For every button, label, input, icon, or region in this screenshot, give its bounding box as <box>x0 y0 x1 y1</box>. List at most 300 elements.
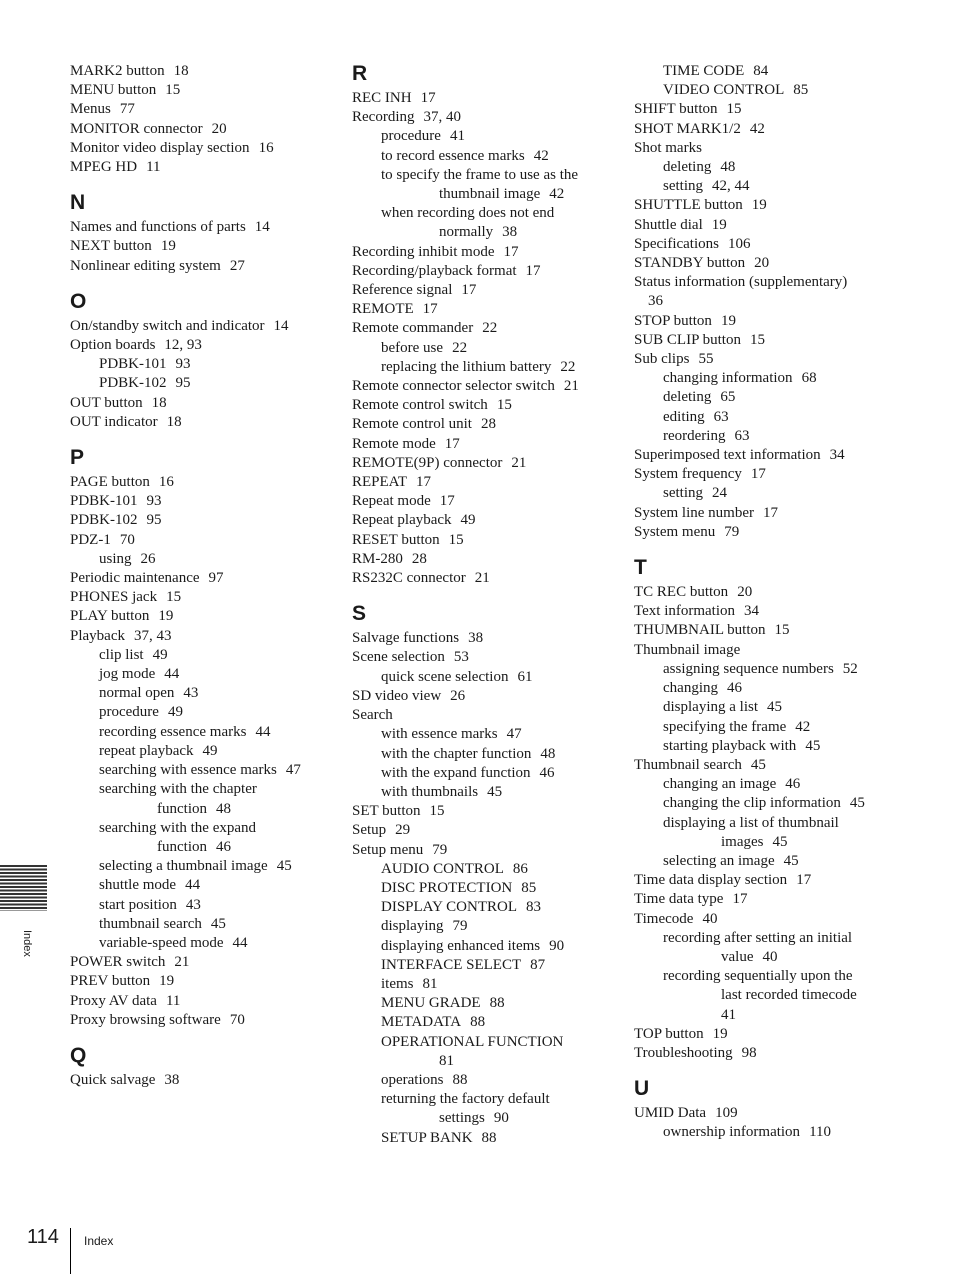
entry-term: Periodic maintenance <box>70 570 200 587</box>
entry-term: specifying the frame <box>663 718 787 735</box>
entry-page-ref: 70 <box>119 531 135 548</box>
entry-term: Repeat playback <box>352 512 452 529</box>
index-subentry <box>70 723 340 742</box>
section-letter: T <box>634 556 647 580</box>
index-entry <box>634 446 934 465</box>
entry-term: PHONES jack <box>70 589 158 606</box>
entry-term: replacing the lithium battery <box>381 358 552 375</box>
entry-term: function <box>157 838 207 855</box>
index-subentry <box>634 775 934 794</box>
entry-term: Quick salvage <box>70 1071 156 1088</box>
entry-page-ref: 86 <box>512 860 528 877</box>
entry-term: displaying a list of thumbnail <box>663 814 839 831</box>
entry-term: images <box>721 833 764 850</box>
index-subentry <box>634 718 934 737</box>
entry-term: RM-280 <box>352 550 403 567</box>
entry-page-ref: 22 <box>452 339 468 356</box>
entry-page-ref: 44 <box>164 666 180 683</box>
entry-page-ref: 68 <box>801 370 817 387</box>
entry-term: last recorded timecode <box>721 987 857 1004</box>
entry-term: Remote commander <box>352 320 474 337</box>
index-subentry <box>70 665 340 684</box>
entry-page-ref: 45 <box>276 858 292 875</box>
entry-term: changing information <box>663 370 793 387</box>
entry-term: editing <box>663 408 705 425</box>
entry-page-ref: 45 <box>767 699 782 716</box>
entry-page-ref: 43 <box>183 685 199 702</box>
entry-term: METADATA <box>381 1014 462 1031</box>
index-entry <box>634 331 934 350</box>
index-entry <box>352 629 622 648</box>
entry-term: PDBK-101 <box>99 356 167 373</box>
entry-page-ref: 81 <box>422 975 438 992</box>
entry-page-ref: 88 <box>489 995 505 1012</box>
entry-term: jog mode <box>99 666 156 683</box>
index-subentry <box>352 898 622 917</box>
entry-page-ref: 17 <box>796 872 812 889</box>
entry-page-ref: 44 <box>185 877 201 894</box>
entry-term: REC INH <box>352 90 412 106</box>
entry-page-ref: 18 <box>151 394 167 411</box>
index-column-2 <box>352 62 622 1148</box>
index-entry <box>70 627 340 646</box>
entry-term: SHIFT button <box>634 101 718 118</box>
index-subentry <box>352 1109 622 1128</box>
entry-term: STANDBY button <box>634 255 746 272</box>
index-subentry <box>70 646 340 665</box>
section-letter: Q <box>70 1043 87 1067</box>
index-entry <box>352 802 622 821</box>
entry-page-ref: 79 <box>724 523 740 540</box>
index-entry <box>352 841 622 860</box>
index-entry <box>352 243 622 262</box>
index-entry <box>70 413 340 432</box>
index-entry <box>352 492 622 511</box>
index-entry <box>634 312 934 331</box>
index-entry <box>70 607 340 626</box>
index-entry <box>634 602 934 621</box>
entry-term: PDBK-101 <box>70 493 138 510</box>
index-entry <box>634 273 934 292</box>
entry-page-ref: 61 <box>517 668 533 685</box>
entry-page-ref: 49 <box>460 512 476 529</box>
index-subentry <box>352 223 622 242</box>
entry-term: Repeat mode <box>352 493 431 510</box>
index-subentry <box>634 81 934 100</box>
index-entry <box>352 473 622 492</box>
entry-page-ref: 49 <box>202 742 218 759</box>
index-entry <box>352 569 622 588</box>
entry-term: repeat playback <box>99 742 194 759</box>
entry-page-ref: 42 <box>549 186 565 203</box>
entry-term: NEXT button <box>70 238 152 255</box>
index-entry <box>352 281 622 300</box>
entry-page-ref: 97 <box>208 570 224 587</box>
entry-term: value <box>721 948 754 965</box>
entry-page-ref: 88 <box>452 1071 468 1088</box>
index-subentry <box>634 388 934 407</box>
entry-page-ref: 63 <box>713 408 729 425</box>
entry-term: Shot marks <box>634 139 702 156</box>
entry-page-ref: 42, 44 <box>712 178 750 195</box>
entry-term: Time data display section <box>634 872 788 889</box>
index-subentry <box>634 484 934 503</box>
entry-page-ref: 14 <box>254 219 270 236</box>
index-subentry <box>352 745 622 764</box>
index-entry <box>634 465 934 484</box>
index-entry <box>352 706 622 725</box>
entry-page-ref: 17 <box>444 435 460 452</box>
index-subentry <box>352 764 622 783</box>
index-subentry <box>352 127 622 146</box>
index-subentry <box>70 838 340 857</box>
entry-page-ref: 45 <box>210 915 226 932</box>
entry-term: Setup <box>352 822 387 839</box>
index-entry <box>70 953 340 972</box>
entry-page-ref: 46 <box>726 680 742 697</box>
entry-page-ref: 43 <box>185 896 201 913</box>
entry-page-ref: 28 <box>411 550 427 567</box>
entry-term: with essence marks <box>381 726 498 743</box>
entry-page-ref: 88 <box>481 1129 497 1146</box>
entry-term: normally <box>439 224 494 241</box>
entry-page-ref: 46 <box>539 764 555 781</box>
entry-term: procedure <box>381 128 441 145</box>
index-entry <box>634 120 934 139</box>
index-subentry <box>352 668 622 687</box>
index-entry <box>352 262 622 281</box>
index-subentry <box>352 975 622 994</box>
index-entry <box>70 588 340 607</box>
entry-term: On/standby switch and indicator <box>70 317 265 334</box>
entry-page-ref: 45 <box>772 833 788 850</box>
entry-term: Nonlinear editing system <box>70 257 221 274</box>
entry-page-ref: 17 <box>763 504 778 521</box>
entry-term: displaying <box>381 918 444 935</box>
entry-term: thumbnail search <box>99 915 202 932</box>
entry-term: recording sequentially upon the <box>663 968 853 985</box>
entry-page-ref: 16 <box>158 474 174 491</box>
entry-term: POWER switch <box>70 954 166 971</box>
index-subentry <box>634 158 934 177</box>
entry-page-ref: 83 <box>526 899 541 916</box>
index-subentry <box>70 742 340 761</box>
entry-term: AUDIO CONTROL <box>381 860 504 877</box>
entry-page-ref: 26 <box>140 550 156 567</box>
entry-term: normal open <box>99 685 175 702</box>
index-entry <box>634 254 934 273</box>
entry-term: function <box>157 800 207 817</box>
entry-term: REPEAT <box>352 474 408 491</box>
entry-term: DISC PROTECTION <box>381 879 513 896</box>
entry-term: Time data type <box>634 891 724 908</box>
entry-page-ref: 52 <box>842 660 858 677</box>
entry-term: changing an image <box>663 776 777 793</box>
index-entry <box>352 648 622 667</box>
entry-term: UMID Data <box>634 1105 707 1122</box>
entry-term: OUT indicator <box>70 413 158 430</box>
entry-page-ref: 17 <box>416 474 432 491</box>
entry-page-ref: 29 <box>395 822 411 839</box>
entry-term: OPERATIONAL FUNCTION <box>381 1033 564 1050</box>
entry-term: Sub clips <box>634 351 690 368</box>
index-subentry <box>70 934 340 953</box>
entry-term: TC REC button <box>634 584 729 601</box>
entry-page-ref: 20 <box>211 120 227 137</box>
entry-page-ref: 42 <box>795 718 811 735</box>
index-entry <box>70 139 340 158</box>
entry-page-ref: 45 <box>487 783 503 800</box>
entry-term: thumbnail image <box>439 186 541 203</box>
entry-page-ref: 98 <box>741 1044 757 1061</box>
entry-page-ref: 48 <box>216 800 231 817</box>
index-entry <box>70 120 340 139</box>
entry-term: searching with essence marks <box>99 762 277 779</box>
index-entry <box>70 473 340 492</box>
entry-page-ref: 45 <box>750 756 766 773</box>
index-entry <box>634 756 934 775</box>
index-subentry <box>352 1129 622 1148</box>
entry-term: reordering <box>663 427 726 444</box>
index-subentry <box>634 794 934 813</box>
entry-term: OUT button <box>70 394 143 411</box>
entry-term: MENU button <box>70 82 157 99</box>
entry-page-ref: 38 <box>164 1071 180 1088</box>
entry-term: Superimposed text information <box>634 447 821 464</box>
entry-page-ref: 90 <box>549 937 565 954</box>
entry-page-ref: 47 <box>285 762 301 779</box>
entry-term: RESET button <box>352 531 440 548</box>
entry-term: Proxy browsing software <box>70 1011 221 1028</box>
index-entry <box>634 235 934 254</box>
entry-page-ref: 95 <box>146 512 162 529</box>
entry-term: INTERFACE SELECT <box>381 956 522 973</box>
entry-page-ref: 17 <box>525 262 541 279</box>
entry-term: PAGE button <box>70 474 150 491</box>
entry-term: Text information <box>634 603 736 620</box>
entry-page-ref: 93 <box>175 356 191 373</box>
entry-term: Remote connector selector switch <box>352 378 555 395</box>
index-subentry <box>352 937 622 956</box>
entry-page-ref: 85 <box>521 879 537 896</box>
entry-term: procedure <box>99 704 159 721</box>
entry-term: Recording inhibit mode <box>352 243 495 260</box>
index-subentry <box>634 177 934 196</box>
entry-page-ref: 21 <box>174 954 190 971</box>
entry-page-ref: 24 <box>712 485 727 502</box>
entry-page-ref: 42 <box>533 147 549 164</box>
entry-term: assigning sequence numbers <box>663 660 834 677</box>
entry-term: VIDEO CONTROL <box>663 82 785 99</box>
entry-term: variable-speed mode <box>99 934 224 951</box>
entry-term: settings <box>439 1110 485 1127</box>
entry-term: SD video view <box>352 687 442 704</box>
entry-page-ref: 87 <box>530 956 546 973</box>
entry-page-ref: 41 <box>449 128 465 145</box>
entry-term: TIME CODE <box>663 63 745 79</box>
entry-term: starting playback with <box>663 737 797 754</box>
entry-term: Option boards <box>70 337 156 354</box>
entry-page-ref: 21 <box>474 570 490 587</box>
index-entry <box>634 890 934 909</box>
entry-page-ref: 85 <box>793 82 809 99</box>
index-column-1 <box>70 62 340 1090</box>
index-subentry <box>352 1052 622 1071</box>
entry-page-ref: 12, 93 <box>164 337 202 354</box>
entry-term: with the chapter function <box>381 745 532 762</box>
index-entry <box>70 1071 340 1090</box>
index-subentry <box>352 917 622 936</box>
index-subentry <box>634 369 934 388</box>
entry-term: SET button <box>352 803 421 820</box>
index-subentry <box>352 147 622 166</box>
section-letter: R <box>352 62 368 85</box>
index-subentry <box>70 857 340 876</box>
entry-page-ref: 18 <box>166 413 182 430</box>
index-subentry <box>634 948 934 967</box>
entry-term: Timecode <box>634 910 694 927</box>
entry-page-ref: 17 <box>420 90 436 106</box>
entry-term: MENU GRADE <box>381 995 481 1012</box>
entry-page-ref: 38 <box>502 224 518 241</box>
entry-page-ref: 46 <box>216 838 231 855</box>
index-subentry <box>352 358 622 377</box>
footer-divider <box>70 1228 71 1274</box>
entry-term: SHUTTLE button <box>634 197 743 214</box>
index-entry <box>634 504 934 523</box>
entry-page-ref: 49 <box>152 646 168 663</box>
entry-term: when recording does not end <box>381 205 555 222</box>
entry-page-ref: 63 <box>734 427 750 444</box>
index-subentry <box>634 698 934 717</box>
index-subentry <box>352 1090 622 1109</box>
entry-term: DISPLAY CONTROL <box>381 899 517 916</box>
index-subentry <box>70 550 340 569</box>
index-subentry <box>70 684 340 703</box>
section-letter: N <box>70 191 86 215</box>
index-entry <box>352 319 622 338</box>
index-entry <box>634 871 934 890</box>
entry-term: setting <box>663 485 703 502</box>
entry-page-ref: 90 <box>493 1110 509 1127</box>
index-entry <box>352 531 622 550</box>
entry-page-ref: 17 <box>503 243 519 260</box>
index-entry <box>352 377 622 396</box>
entry-page-ref: 20 <box>754 255 770 272</box>
entry-page-ref: 15 <box>448 531 464 548</box>
entry-page-ref: 17 <box>732 891 748 908</box>
index-entry <box>352 89 622 108</box>
entry-term: Reference signal <box>352 282 453 299</box>
index-entry <box>70 569 340 588</box>
entry-page-ref: 84 <box>753 63 769 79</box>
entry-term: recording after setting an initial <box>663 929 853 946</box>
entry-page-ref: 38 <box>468 630 484 647</box>
index-subentry <box>352 725 622 744</box>
entry-term: to specify the frame to use as the <box>381 166 579 183</box>
entry-term: Search <box>352 707 393 724</box>
entry-term: deleting <box>663 159 712 176</box>
index-entry <box>70 511 340 530</box>
index-entry <box>352 550 622 569</box>
entry-term: System menu <box>634 523 716 540</box>
index-entry <box>634 523 934 542</box>
index-entry <box>70 972 340 991</box>
entry-term: ownership information <box>663 1124 801 1141</box>
entry-term: before use <box>381 339 444 356</box>
index-entry <box>634 621 934 640</box>
index-subentry <box>70 374 340 393</box>
entry-page-ref: 88 <box>470 1014 486 1031</box>
index-subentry <box>352 339 622 358</box>
entry-term: PDBK-102 <box>99 375 167 392</box>
index-entry <box>352 821 622 840</box>
index-subentry <box>634 814 934 833</box>
entry-term: setting <box>663 178 703 195</box>
index-entry <box>634 641 934 660</box>
entry-page-ref: 19 <box>720 312 736 329</box>
entry-page-ref: 48 <box>540 745 556 762</box>
index-entry <box>70 1011 340 1030</box>
entry-term: displaying a list <box>663 699 758 716</box>
index-subentry <box>70 761 340 780</box>
entry-term: returning the factory default <box>381 1091 550 1108</box>
index-entry <box>70 492 340 511</box>
entry-page-ref: 28 <box>480 416 496 433</box>
entry-page-ref: 19 <box>751 197 767 214</box>
index-subentry <box>634 929 934 948</box>
entry-page-ref: 47 <box>506 726 522 743</box>
section-letter: U <box>634 1077 650 1101</box>
entry-term: Shuttle dial <box>634 216 703 233</box>
footer-section-label: Index <box>84 1234 114 1248</box>
entry-term: Scene selection <box>352 649 445 666</box>
entry-page-ref: 15 <box>726 101 742 118</box>
index-entry <box>634 910 934 929</box>
entry-term: MARK2 button <box>70 63 165 79</box>
entry-term: quick scene selection <box>381 668 509 685</box>
index-subentry <box>352 1033 622 1052</box>
index-entry <box>352 687 622 706</box>
entry-term: TOP button <box>634 1025 704 1042</box>
index-entry <box>634 350 934 369</box>
entry-page-ref: 79 <box>452 918 468 935</box>
entry-term: Salvage functions <box>352 630 460 647</box>
entry-page-ref: 21 <box>563 378 579 395</box>
entry-term: REMOTE <box>352 301 414 318</box>
entry-page-ref: 17 <box>750 466 766 483</box>
index-subentry <box>634 737 934 756</box>
entry-term: MPEG HD <box>70 159 138 176</box>
index-subentry <box>70 355 340 374</box>
entry-page-ref: 22 <box>560 358 576 375</box>
entry-term: clip list <box>99 646 144 663</box>
entry-page-ref: 93 <box>146 493 162 510</box>
entry-term: Playback <box>70 627 125 644</box>
index-subentry <box>70 703 340 722</box>
entry-page-ref: 70 <box>229 1011 245 1028</box>
index-subentry <box>634 62 934 81</box>
entry-page-ref: 109 <box>715 1105 738 1122</box>
entry-term: System frequency <box>634 466 742 483</box>
entry-term: items <box>381 975 414 992</box>
index-entry <box>352 108 622 127</box>
section-letter: P <box>70 446 85 470</box>
entry-term: displaying enhanced items <box>381 937 541 954</box>
entry-page-ref: 34 <box>744 603 760 620</box>
index-entry <box>352 511 622 530</box>
index-entry <box>634 216 934 235</box>
